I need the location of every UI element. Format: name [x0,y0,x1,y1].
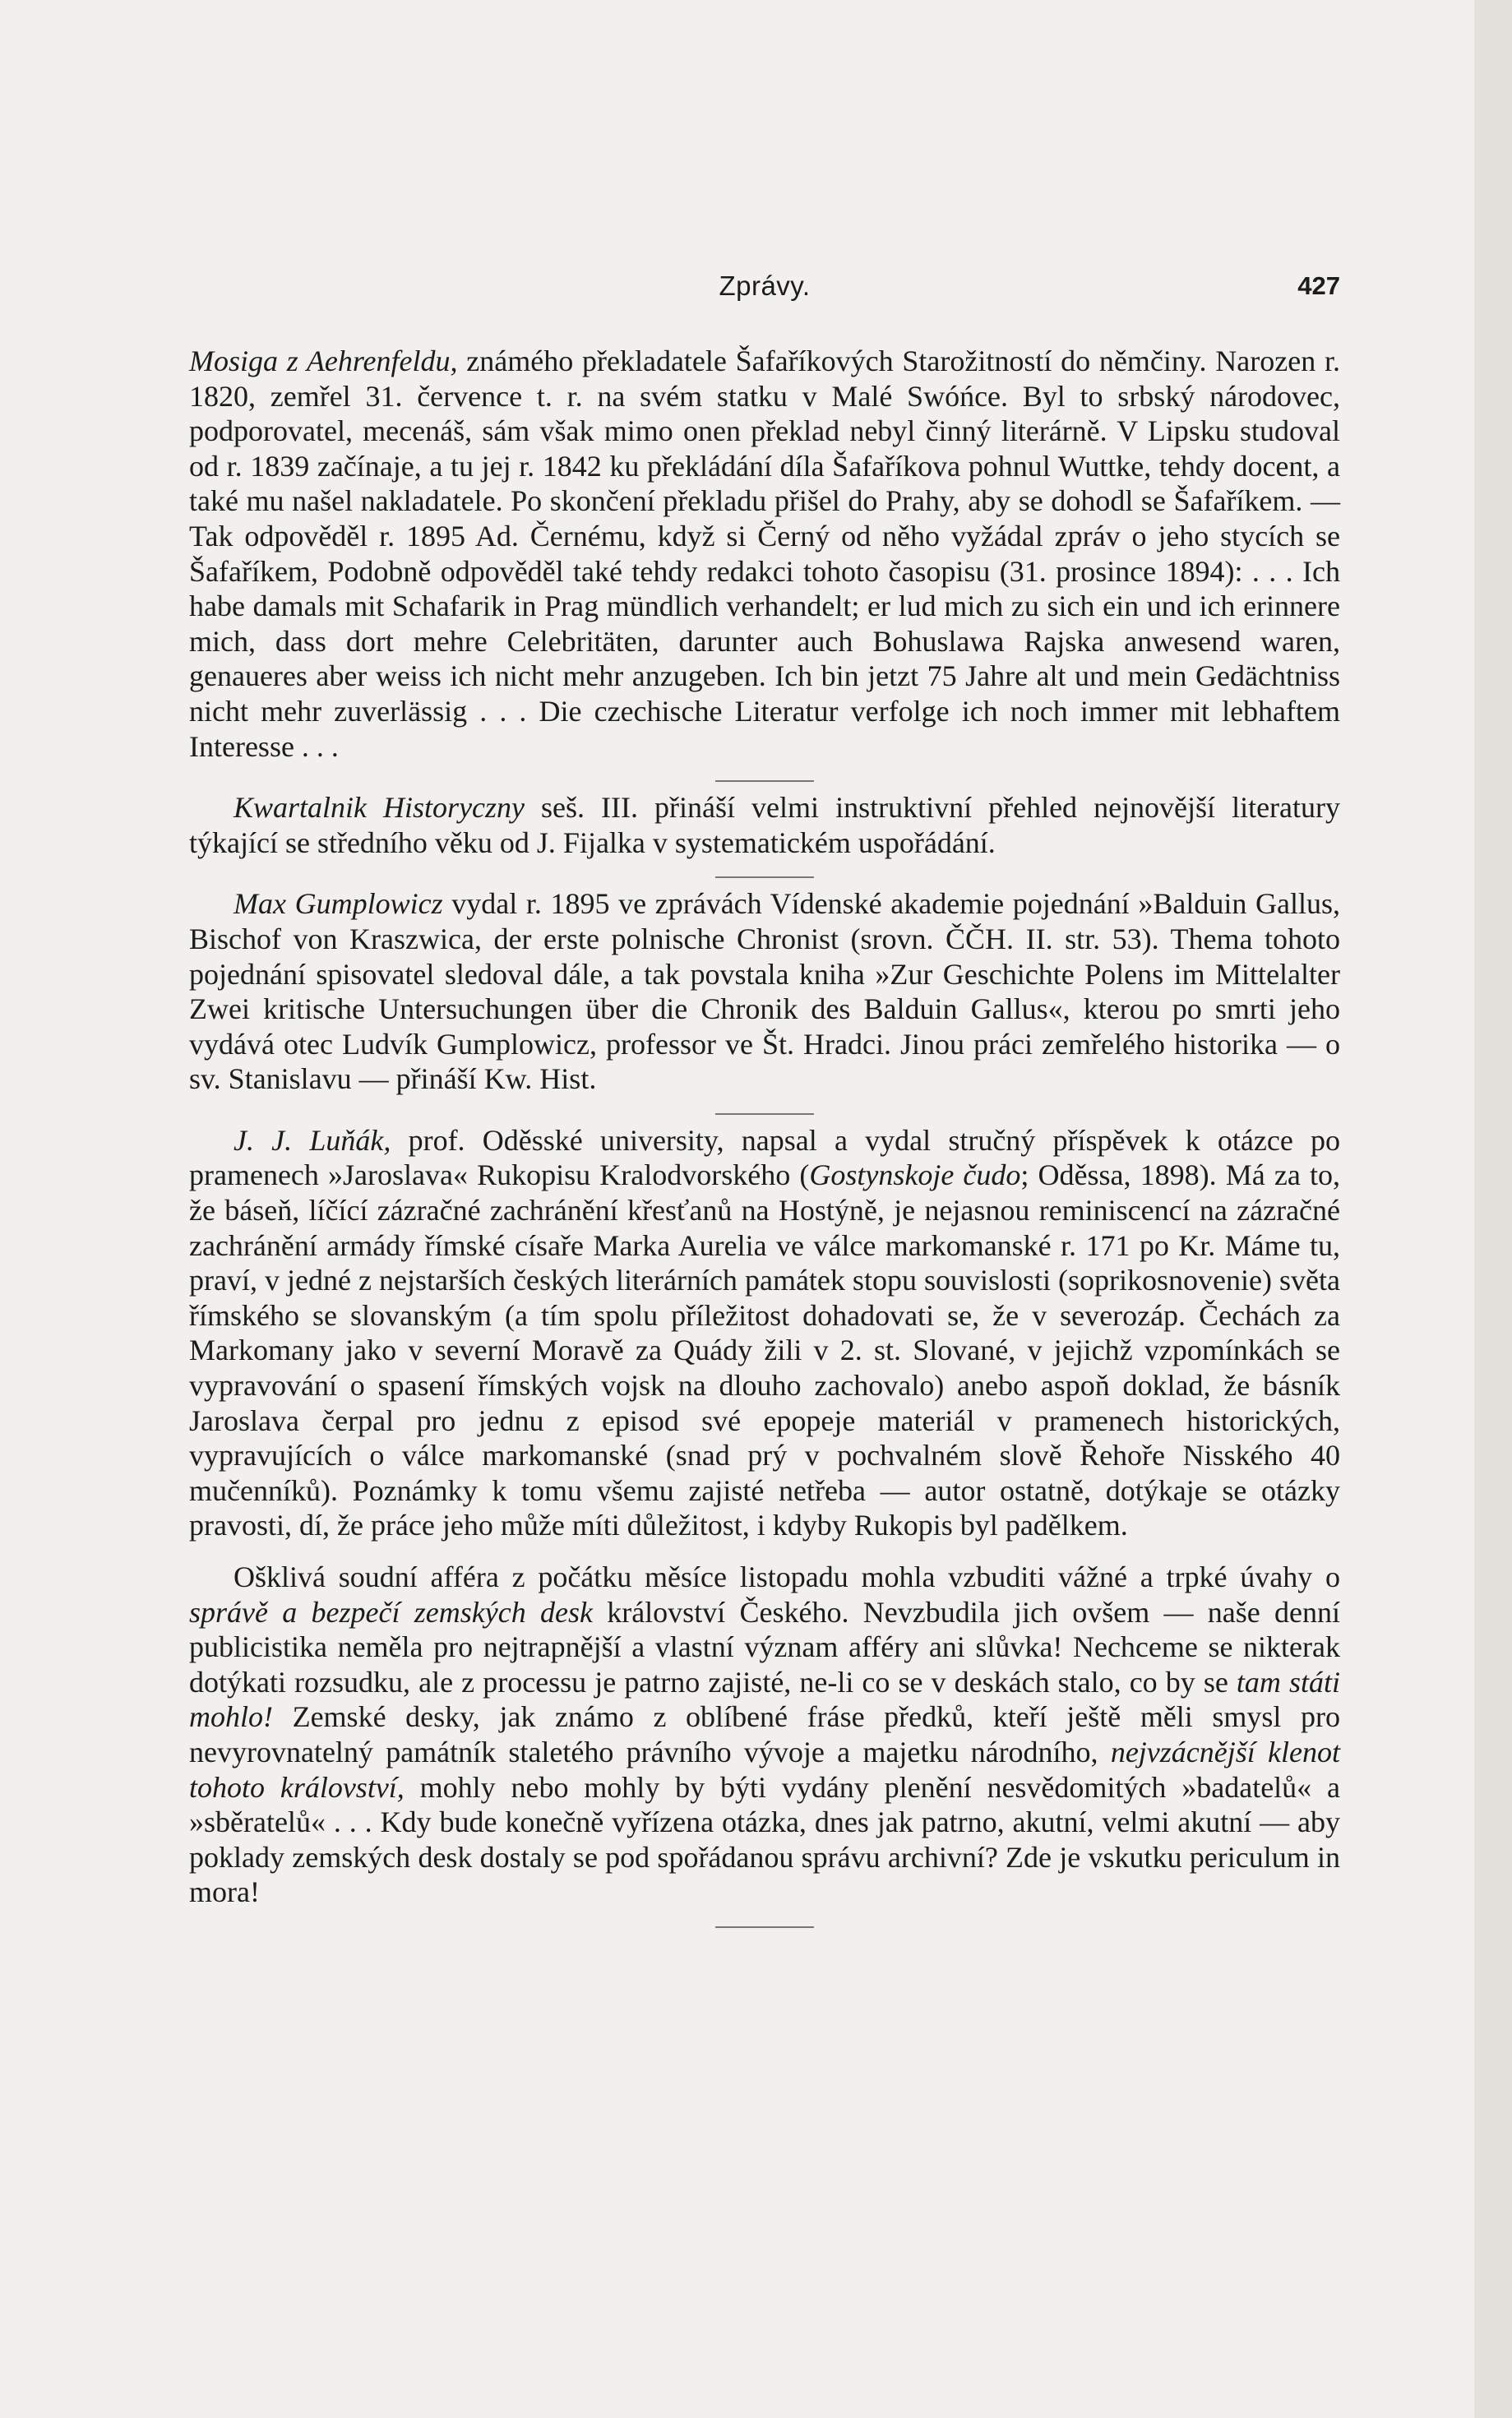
section-divider [715,1113,814,1115]
paragraph-body: seš. III. přináší velmi instruktivní přehled nejnovější literatury týkající se středního věku od J. Fijalka v systematickém uspořádání. [189,791,1341,859]
document-page [189,0,1340,2418]
paragraph-body: prof. Oděsské university, napsal a vydal stručný příspěvek k otázce po pramenech »Jaroslava« Rukopisu Kralodvorského ( [189,1123,1340,1192]
section-kwartalnik [189,790,1340,860]
paragraph-lead: Max Gumplowicz [234,887,443,921]
paragraph-mosiga [189,344,1340,764]
paragraph-body: známého překladatele Šafaříkových Starožitností do němčiny. Narozen r. 1820, zemřel 31. července t. r. na svém statku v Malé Swóńce. Byl to srbský národovec, podporovatel, mecenáš, sám však mimo onen překlad nebyl činný literárně. V Lipsku studoval od r. 1839 začínaje, a tu jej r. 1842 ku překládání díla Šafaříkova pohnul Wuttke, tehdy docent, a také mu našel nakladatele. Po skončení překladu přišel do Prahy, aby se dohodl se Šafaříkem. — Tak odpověděl r. 1895 Ad. Černému, když si Černý od něho vyžádal zpráv o jeho stycích se Šafaříkem, Podobně odpověděl také tehdy redakci tohoto časopisu (31. prosince 1894): . . . Ich habe damals mit Schafarik in Prag mündlich verhandelt; er lud mich zu sich ein und ich erinnere mich, dass dort mehre Celebritäten, darunter auch Bohuslawa Rajska anwesend waren, genaueres aber weiss ich nicht mehr anzugeben. Ich bin jetzt 75 Jahre alt und mein Gedächtniss nicht mehr zuverlässig . . . Die czechische Literatur verfolge ich noch immer mit lebhaftem Interesse . . . [189,344,1340,763]
section-title: Zprávy. [719,270,811,301]
section-zemske-desky [189,1560,1340,1910]
paragraph-body: mohly nebo mohly by býti vydány plenění nesvědomitých »badatelů« a »sběratelů« . . . Kdy bude konečně vyřízena otázka, dnes jak patrno, akutní, velmi akutní — aby poklady zemských desk dostaly se pod spořádanou správu archivní? Zde je vskutku periculum in mora! [189,1770,1340,1909]
section-lunak [189,1123,1340,1543]
paragraph-zemske-desky [189,1560,1340,1910]
paragraph-lead: Kwartalnik Historyczny [234,791,525,825]
section-divider [715,780,814,782]
paragraph-lead: J. J. Luňák, [234,1123,391,1157]
section-mosiga [189,344,1340,764]
paragraph-body: Zemské desky, jak známo z oblíbené fráse předků, kteří ještě měli smysl pro nevyrovnatelný památník staletého právního vývoje a majetku národního, [189,1700,1340,1768]
section-gumplowicz [189,886,1340,1097]
paragraph-lead: Mosiga z Aehrenfeldu, [189,344,458,377]
paragraph-kwartalnik [189,790,1340,860]
paragraph-body: ; Oděssa, 1898). Má za to, že báseň, líčící zázračné zachránění křesťanů na Hostýně, je nejasnou reminiscencí na zázračné zachránění armády římské císaře Marka Aurelia ve válce markomanské r. 171 po Kr. Máme tu, praví, v jedné z nejstarších českých literárních památek stopu souvislosti (soprikosnovenie) světa římského se slovanským (a tím spolu příležitost dohadovati se, že v severozáp. Čechách za Markomany jako v severní Moravě za Quády žili v 2. st. Slované, v jejichž vzpomínkách se vypravování o spasení římských vojsk na dlouho zachovalo) anebo aspoň doklad, že básník Jaroslava čerpal pro jednu z episod své epopeje materiál v pramenech historických, vypravujících o válce markomanské (snad prý v pochvalném slově Řehoře Nisského 40 mučenníků). Poznámky k tomu všemu zajisté netřeba — autor ostatně, dotýkaje se otázky pravosti, dí, že práce jeho může míti důležitost, i kdyby Rukopis byl padělkem. [189,1158,1340,1542]
paragraph-gumplowicz [189,886,1340,1097]
section-divider [715,1926,814,1928]
page-edge [1474,0,1512,2418]
italic-emphasis: nejvzácnější klenot tohoto království, [189,1735,1340,1804]
paragraph-body: Ošklivá soudní afféra z počátku měsíce listopadu mohla vzbuditi vážné a trpké úvahy o [234,1560,1340,1593]
paragraph-body: vydal r. 1895 ve zprávách Vídenské akademie pojednání »Balduin Gallus, Bischof von Kraszwica, der erste polnische Chronist (srovn. ČČH. II. str. 53). Thema tohoto pojednání spisovatel sledoval dále, a tak povstala kniha »Zur Geschichte Polens im Mittelalter Zwei kritische Untersuchungen über die Chronik des Balduin Gallus«, kterou po smrti jeho vydává otec Ludvík Gumplowicz, professor ve Št. Hradci. Jinou práci zemřelého historika — o sv. Stanislavu — přináší Kw. Hist. [189,887,1341,1096]
italic-title: Gostynskoje čudo [809,1158,1021,1192]
paragraph-lunak [189,1123,1340,1543]
italic-emphasis: správě a bezpečí zemských desk [189,1595,593,1629]
running-head [189,270,1340,303]
paragraph-body: království Českého. Nevzbudila jich ovšem — naše denní publicistika neměla pro nejtrapnější a vlastní význam afféry ani slůvka! Nechceme se nikterak dotýkati rozsudku, ale z processu je patrno zajisté, ne-li co se v deskách stalo, co by se [189,1595,1340,1699]
italic-emphasis: tam státi mohlo! [189,1665,1340,1734]
section-divider [715,876,814,878]
page-number: 427 [1297,271,1340,300]
body-text [189,344,1340,1936]
